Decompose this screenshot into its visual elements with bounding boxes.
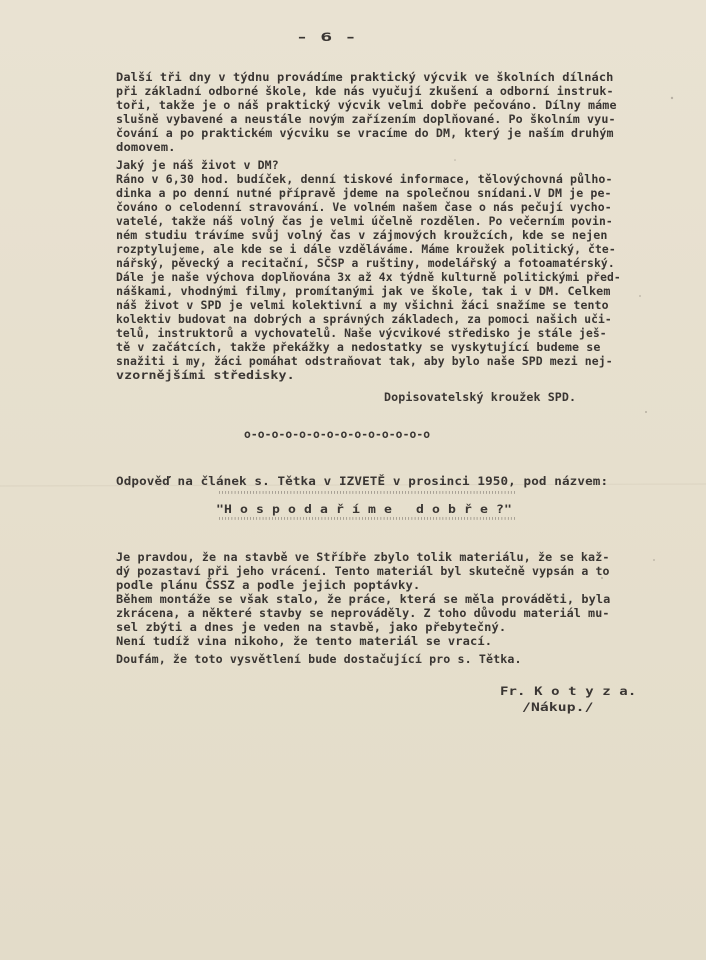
paragraph-line: Jaký je náš život v DM? bbox=[116, 158, 279, 172]
signature-name: Fr. K o t y z a. bbox=[500, 684, 637, 698]
paragraph-line: vzornějšími středisky. bbox=[116, 368, 295, 382]
paragraph-line: sel zbýti a dnes je veden na stavbě, jako přebytečný. bbox=[116, 620, 507, 634]
paragraph-line: kolektiv budovat na dobrých a správných základech, za pomoci našich uči- bbox=[116, 312, 612, 326]
paragraph-line: dinka a po denní nutné přípravě jdeme na společnou snídani.V DM je pe- bbox=[116, 186, 612, 200]
page-number: - 6 - bbox=[296, 30, 357, 44]
paragraph-line: telů, instruktorů a vychovatelů. Naše výcvikové středisko je stále ješ- bbox=[116, 326, 607, 340]
paragraph-line: snažiti i my, žáci pomáhat odstraňovat tak, aby bylo naše SPD mezi nej- bbox=[116, 354, 613, 368]
paragraph-line: Není tudíž vina nikoho, že tento materiál se vrací. bbox=[116, 634, 493, 648]
paragraph-line: při základní odborné škole, kde nás vyučují zkušení a odborní instruk- bbox=[116, 84, 614, 98]
paragraph-line: vatelé, takže náš volný čas je velmi účelně rozdělen. Po večerním povin- bbox=[116, 214, 613, 228]
signature-writers-club: Dopisovatelský kroužek SPD. bbox=[384, 390, 577, 404]
paragraph-line: nářský, pěvecký a recitační, SČSP a ruštiny, modelářský a fotoamatérský. bbox=[116, 256, 615, 270]
paragraph-line: toři, takže je o náš praktický výcvik velmi dobře pečováno. Dílny máme bbox=[116, 98, 617, 112]
paragraph-line: Další tři dny v týdnu provádíme praktický výcvik ve školních dílnách bbox=[116, 70, 614, 84]
paragraph-line: Během montáže se však stalo, že práce, která se měla prováděti, byla bbox=[116, 592, 611, 606]
separator-line: o-o-o-o-o-o-o-o-o-o-o-o-o-o bbox=[244, 427, 431, 441]
paragraph-line: čováno o celodenní stravování. Ve volném našem čase o nás pečují vycho- bbox=[116, 200, 612, 214]
paragraph-line: Ráno v 6,30 hod. budíček, denní tiskové informace, tělovýchovná půlho- bbox=[116, 172, 613, 186]
paragraph-line: domovem. bbox=[116, 140, 176, 154]
paragraph-line: Je pravdou, že na stavbě ve Stříbře zbylo tolik materiálu, že se kaž- bbox=[116, 550, 610, 564]
paragraph-line: čování a po praktickém výcviku se vracíme do DM, který je naším druhým bbox=[116, 126, 614, 140]
reply-title: "H o s p o d a ř í m e d o b ř e ?" bbox=[216, 502, 512, 516]
paragraph-line: náš život v SPD je velmi kolektivní a my všichni žáci snažíme se tento bbox=[116, 298, 609, 312]
title-rule-bottom: '''''''''''''''''''''''''''''''''''''''''''''''''''''''''''''''''''''''''''''''''''''''''''''''' bbox=[218, 515, 516, 528]
paragraph-line: slušně vybavené a neustále novým zařízením doplňované. Po školním vyu- bbox=[116, 112, 616, 126]
paragraph-line: Dále je naše výchova doplňována 3x až 4x týdně kulturně politickými před- bbox=[116, 270, 621, 284]
paragraph-line: dý pozastaví při jeho vrácení. Tento materiál byl skutečně vypsán a to bbox=[116, 564, 610, 578]
paragraph-line: rozptylujeme, ale kde se i dále vzděláváme. Máme kroužek politický, čte- bbox=[116, 242, 616, 256]
signature-department: /Nákup./ bbox=[522, 700, 594, 714]
paragraph-line: tě v začátcích, takže překážky a nedostatky se vyskytující budeme se bbox=[116, 340, 601, 354]
paragraph-line: náškami, vhodnými filmy, promítanými jak ve škole, tak i v DM. Celkem bbox=[116, 284, 611, 298]
title-rule-top: '''''''''''''''''''''''''''''''''''''''''''''''''''''''''''''''''''''''''''''''''''''''''''''''' bbox=[218, 489, 516, 502]
paragraph-line: zkrácena, a některé stavby se neprováděly. Z toho důvodu materiál mu- bbox=[116, 606, 610, 620]
paragraph-line: podle plánu ČSSZ a podle jejich poptávky. bbox=[116, 578, 421, 592]
paragraph-line: ném studiu trávíme svůj volný čas v zájmových kroužcích, kde se nejen bbox=[116, 228, 608, 242]
reply-heading: Odpověď na článek s. Tětka v IZVETĚ v prosinci 1950, pod názvem: bbox=[116, 474, 609, 488]
closing-line: Doufám, že toto vysvětlení bude dostačující pro s. Tětka. bbox=[116, 652, 522, 666]
